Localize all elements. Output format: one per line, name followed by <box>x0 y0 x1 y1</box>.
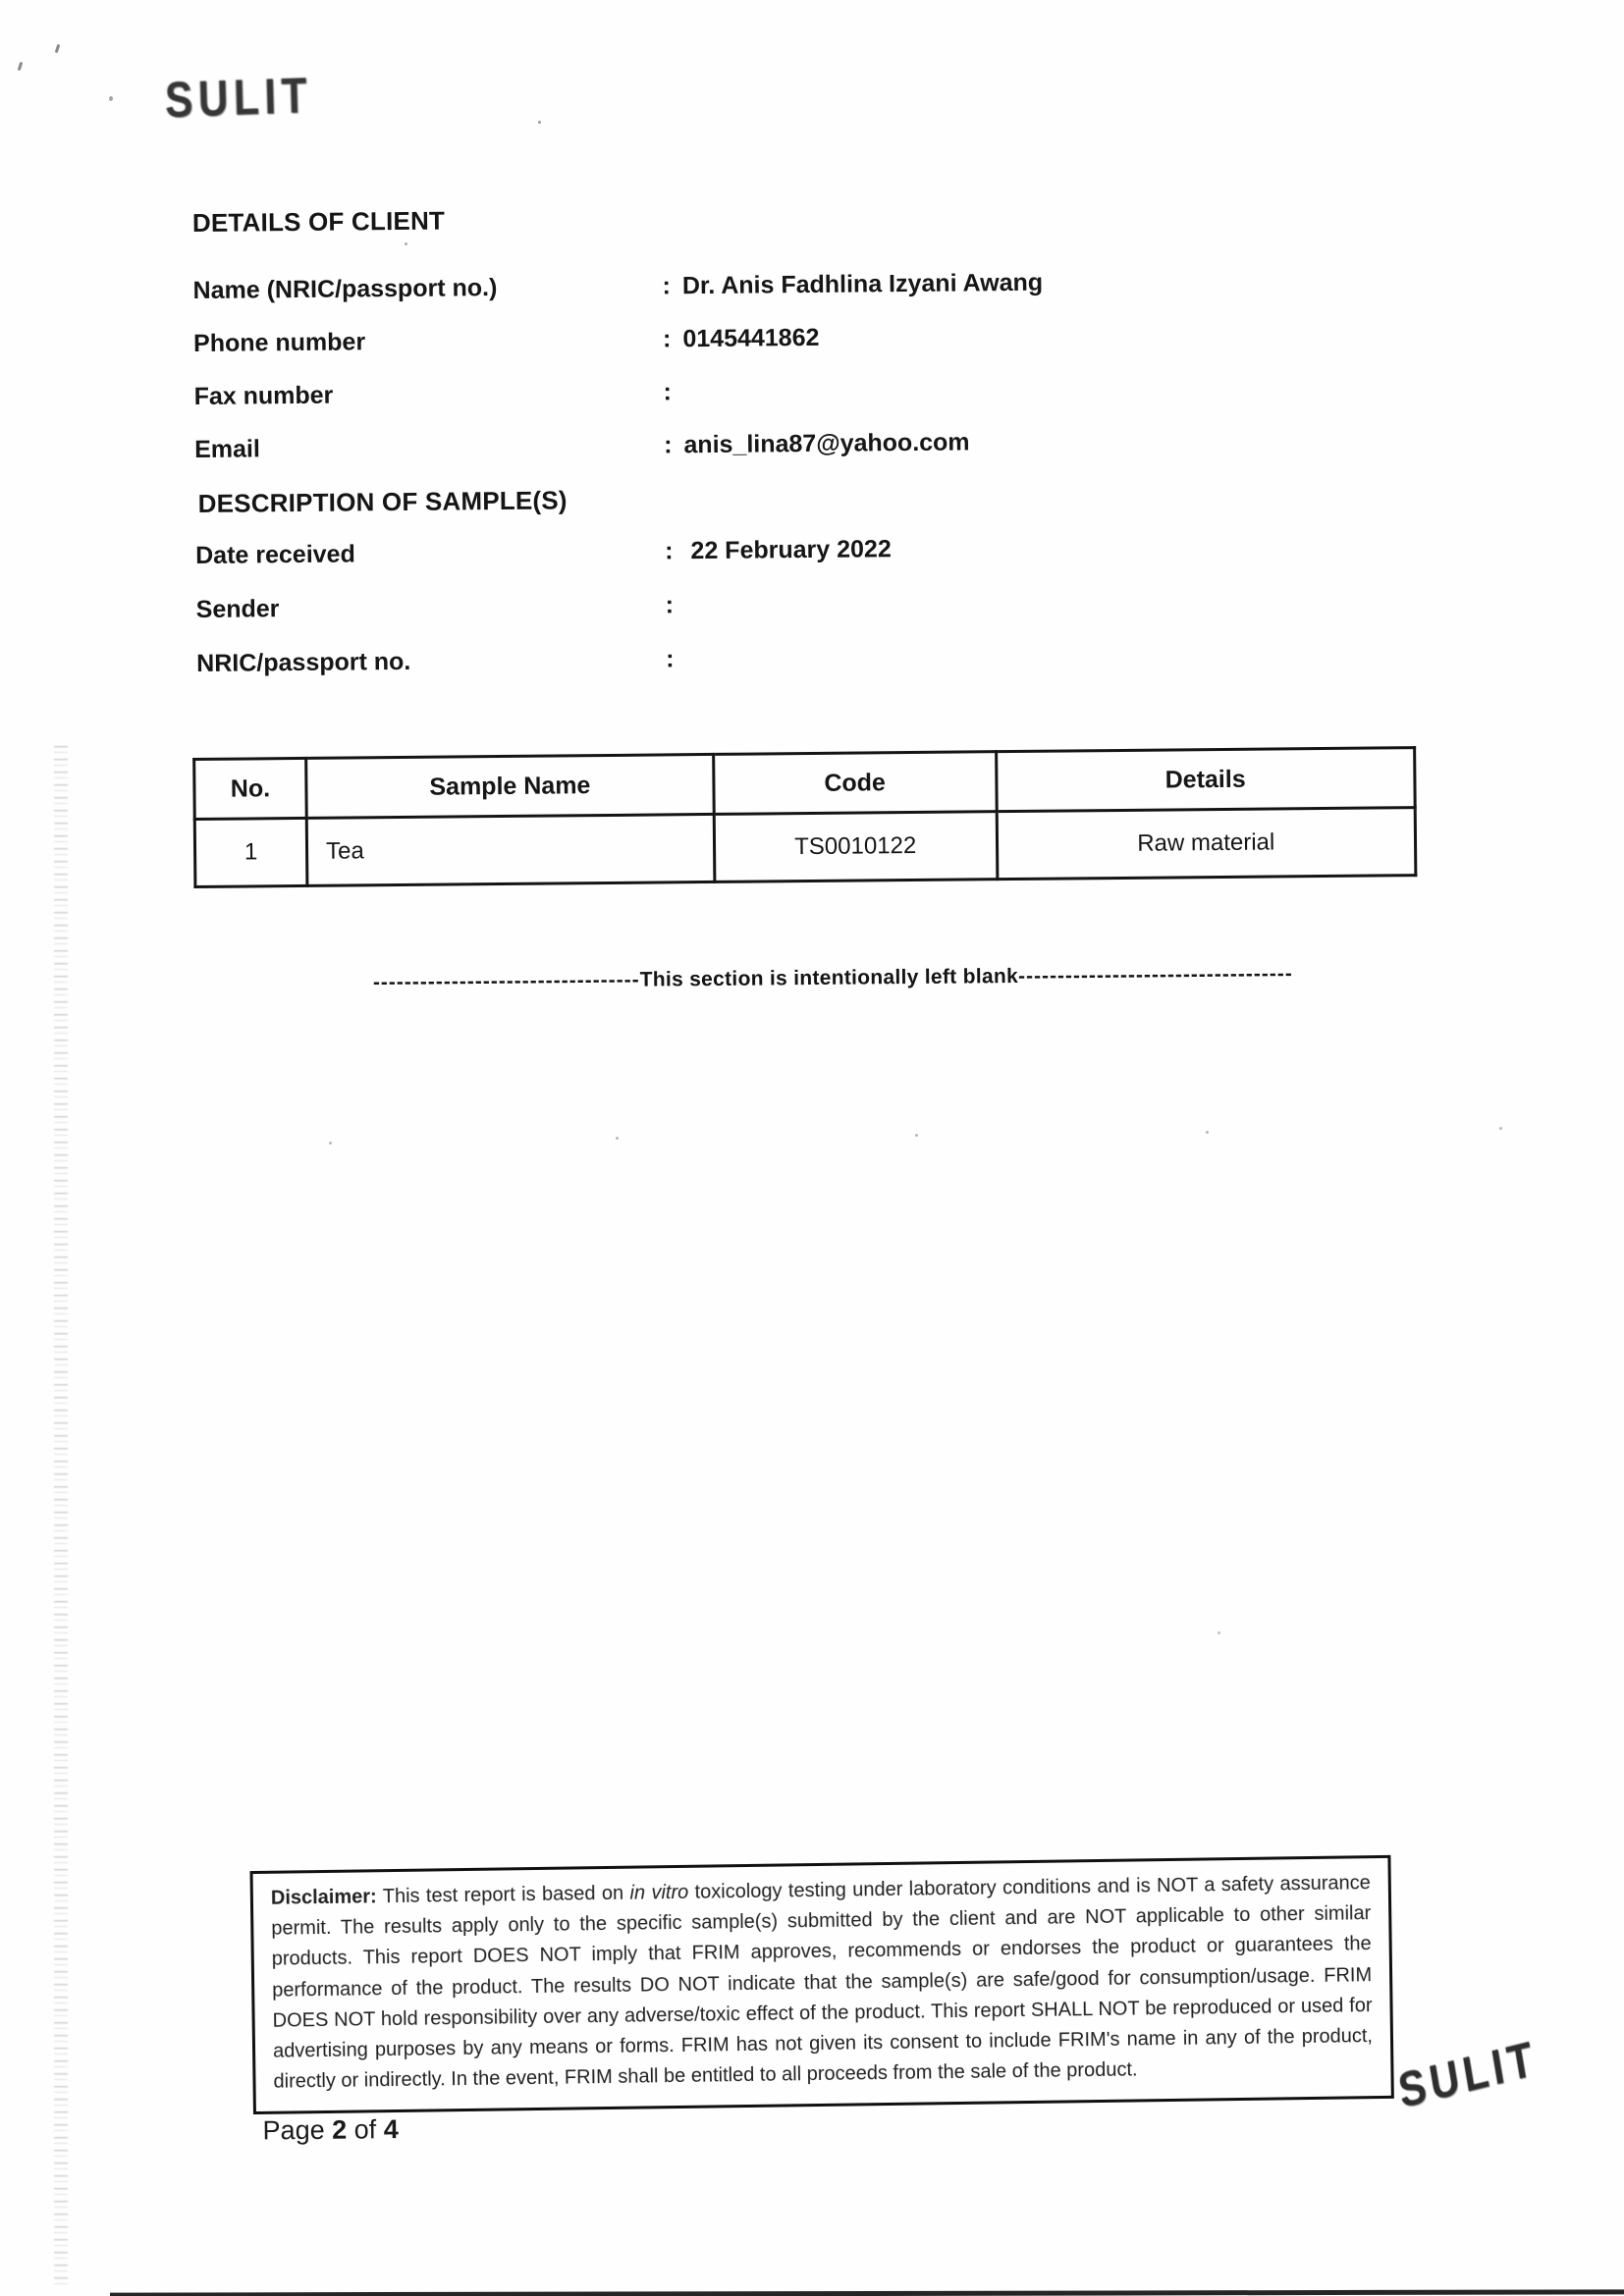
sample-description-heading: DESCRIPTION OF SAMPLE(S) <box>197 485 568 518</box>
client-row-fax <box>193 378 683 411</box>
client-phone-value: 0145441862 <box>682 323 820 353</box>
cell-no: 1 <box>194 818 307 886</box>
sample-row-nric <box>196 645 686 678</box>
client-row-name <box>192 269 1043 305</box>
sulit-stamp-bottom: SULIT <box>1394 2030 1542 2119</box>
disclaimer-text-2: toxicology testing under laboratory conditions and is NOT a safety assurance permit. The results apply only to the specific sample(s) submitted by the client and are NOT applicable to other similar products. This report DOES NOT imply that FRIM approves, recommends or endorses the product or guarantees the performance of the product. The results DO NOT indicate that the sample(s) are safe/good for consumption/usage. FRIM DOES NOT hold responsibility over any adverse/toxic effect of the product. This report SHALL NOT be reproduced or used for advertising purposes by any means or forms. FRIM has not given its consent to include FRIM's name in any of the product, directly or indirectly. In the event, FRIM shall be entitled to all proceeds from the sale of the product. <box>271 1872 1374 2093</box>
sample-row-sender <box>196 591 686 624</box>
colon-separator: : <box>663 431 673 459</box>
total-pages-number: 4 <box>383 2114 399 2145</box>
table-header-no: No. <box>194 758 307 819</box>
client-phone-label: Phone number <box>192 328 366 358</box>
client-row-phone <box>193 324 820 358</box>
nric-label: NRIC/passport no. <box>196 647 411 677</box>
table-header-code: Code <box>714 752 997 815</box>
sulit-stamp-top: SULIT <box>164 66 313 129</box>
cell-code: TS0010122 <box>714 812 997 882</box>
client-fax-label: Fax number <box>193 381 334 411</box>
of-word: of <box>353 2114 377 2145</box>
cell-sample-name: Tea <box>306 814 715 885</box>
client-details-heading: DETAILS OF CLIENT <box>191 205 446 239</box>
date-received-label: Date received <box>195 540 355 569</box>
client-email-value: anis_lina87@yahoo.com <box>683 428 970 459</box>
client-row-email <box>194 428 970 464</box>
page-word: Page <box>262 2114 325 2146</box>
date-received-value: 22 February 2022 <box>690 535 892 565</box>
sender-label: Sender <box>195 595 280 623</box>
sample-table <box>192 746 1417 888</box>
client-name-value: Dr. Anis Fadhlina Izyani Awang <box>681 268 1044 300</box>
intentionally-blank-line <box>209 961 1456 996</box>
cell-details: Raw material <box>997 808 1416 880</box>
dashes-left: ---------------------------------- <box>372 968 640 994</box>
intentionally-blank-text: This section is intentionally left blank <box>639 964 1019 991</box>
colon-separator: : <box>665 591 675 619</box>
disclaimer-label: Disclaimer: <box>270 1886 377 1909</box>
table-header-sample-name: Sample Name <box>306 754 714 818</box>
colon-separator: : <box>665 537 674 565</box>
current-page-number: 2 <box>332 2114 348 2145</box>
table-header-details: Details <box>996 748 1415 812</box>
disclaimer-box <box>250 1855 1394 2115</box>
colon-separator: : <box>662 325 672 353</box>
dashes-right: ----------------------------------- <box>1017 962 1293 988</box>
colon-separator: : <box>666 645 675 673</box>
client-name-label: Name (NRIC/passport no.) <box>192 274 498 305</box>
disclaimer-italic-invitro: in vitro <box>629 1881 689 1904</box>
page-number <box>262 2114 398 2146</box>
colon-separator: : <box>663 378 673 406</box>
colon-separator: : <box>662 272 672 300</box>
client-email-label: Email <box>194 435 260 464</box>
disclaimer-text-1: This test report is based on <box>376 1882 630 1908</box>
table-row <box>194 808 1416 887</box>
sample-row-date-received <box>195 535 892 570</box>
